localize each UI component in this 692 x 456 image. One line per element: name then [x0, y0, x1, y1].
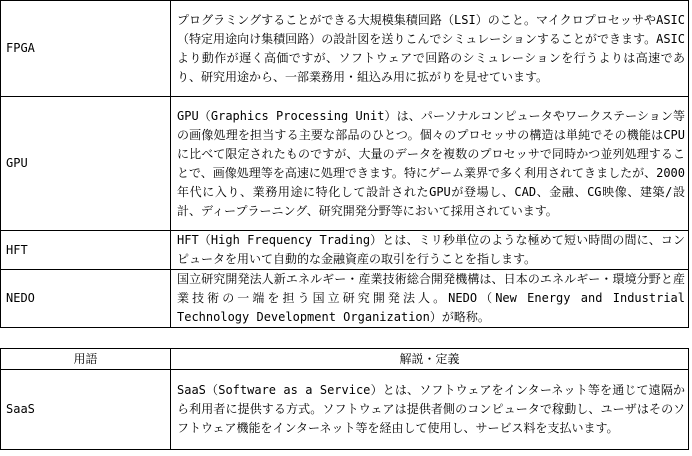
definition-cell: 国立研究開発法人新エネルギー・産業技術総合開発機構は、日本のエネルギー・環境分野と産業技術の一端を担う国立研究開発法人。NEDO（New Energy and Industrial Technology Development Organization）が略称。 — [171, 270, 689, 328]
table-row — [1, 270, 689, 328]
column-header-definition: 解説・定義 — [171, 349, 689, 370]
table-row — [1, 97, 689, 231]
term-cell: HFT — [1, 231, 171, 270]
term-cell: FPGA — [1, 1, 171, 97]
table-row — [1, 370, 689, 450]
term-cell: SaaS — [1, 370, 171, 450]
term-cell: NEDO — [1, 270, 171, 328]
table-header-row — [1, 349, 689, 370]
definition-cell: プログラミングすることができる大規模集積回路（LSI）のこと。マイクロプロセッサやASIC（特定用途向け集積回路）の設計図を送りこんでシミュレーションすることができます。ASICより動作が遅く高価ですが、ソフトウェアで回路のシミュレーションを行うよりは高速であり、研究用途から、一部業務用・組込み用に拡がりを見せています。 — [171, 1, 689, 97]
table-row — [1, 1, 689, 97]
definition-cell: GPU（Graphics Processing Unit）は、パーソナルコンピュータやワークステーション等の画像処理を担当する主要な部品のひとつ。個々のプロセッサの構造は単純でその機能はCPUに比べて限定されたものですが、大量のデータを複数のプロセッサで同時かつ並列処理することで、画像処理等を高速に処理できます。特にゲーム業界で多く利用されてきましたが、2000年代に入り、業務用途に特化して設計されたGPUが登場し、CAD、金融、CG映像、建築/設計、ディープラーニング、研究開発分野等において採用されています。 — [171, 97, 689, 231]
definition-cell: SaaS（Software as a Service）とは、ソフトウェアをインターネット等を通じて遠隔から利用者に提供する方式。ソフトウェアは提供者側のコンピュータで稼動し、ユーザはそのソフトウェア機能をインターネット等を経由して使用し、サービス料を支払います。 — [171, 370, 689, 450]
definition-cell: HFT（High Frequency Trading）とは、ミリ秒単位のような極めて短い時間の間に、コンピュータを用いて自動的な金融資産の取引を行うことを指します。 — [171, 231, 689, 270]
term-cell: GPU — [1, 97, 171, 231]
table-row — [1, 231, 689, 270]
column-header-term: 用語 — [1, 349, 171, 370]
glossary-table — [0, 348, 689, 450]
